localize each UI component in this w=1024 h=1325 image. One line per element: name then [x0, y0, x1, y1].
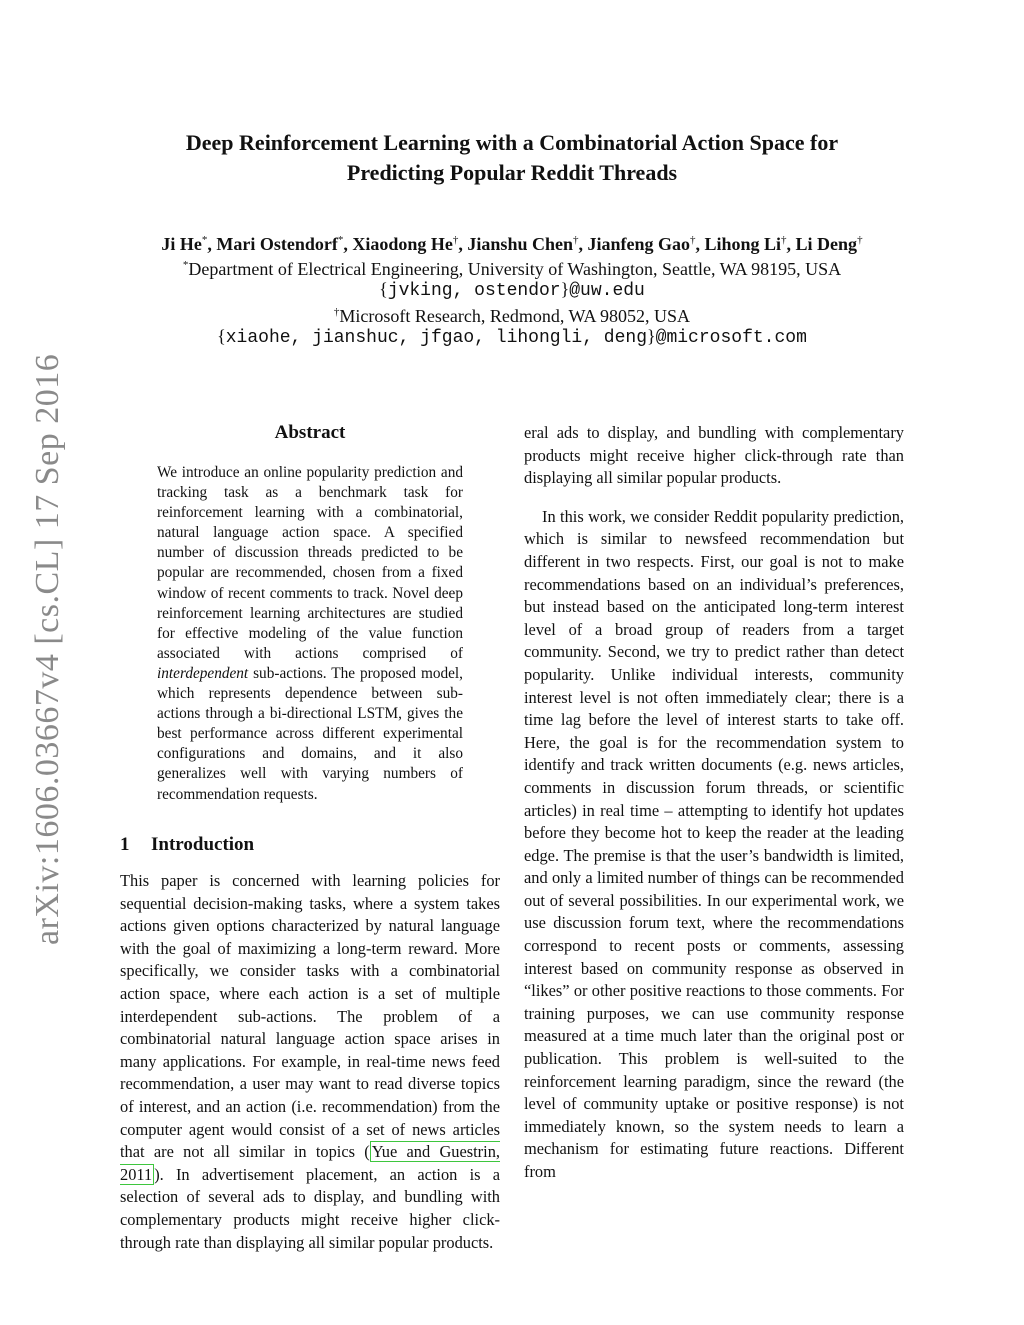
- email-microsoft: {xiaohe, jianshuc, jfgao, lihongli, deng}@microsoft.com: [217, 326, 807, 348]
- abstract-heading: Abstract: [274, 422, 346, 443]
- paper-title: [120, 128, 904, 188]
- affiliation-microsoft: †Microsoft Research, Redmond, WA 98052, USA: [333, 306, 691, 326]
- author: Ji He*,: [161, 234, 217, 254]
- author: Xiaodong He†,: [352, 234, 468, 254]
- section-heading-introduction: 1 Introduction: [120, 834, 255, 855]
- arxiv-stamp: arXiv:1606.03667v4 [cs.CL] 17 Sep 2016: [29, 353, 66, 945]
- right-column: [524, 422, 904, 1184]
- email-uw: {jvking, ostendor}@uw.edu: [379, 279, 645, 301]
- author: Jianfeng Gao†,: [587, 234, 705, 254]
- title-line-1: Deep Reinforcement Learning with a Combinatorial Action Space for: [185, 130, 839, 155]
- intro-paragraph-1-continued: eral ads to display, and bundling with complementary products might receive higher click-through rate than displaying all similar popular products.: [524, 423, 904, 488]
- title-line-2: Predicting Popular Reddit Threads: [346, 160, 678, 185]
- author: Lihong Li†,: [704, 234, 796, 254]
- affiliation-uw: *Department of Electrical Engineering, University of Washington, Seattle, WA 98195, USA: [182, 259, 842, 279]
- author: Mari Ostendorf*,: [216, 234, 353, 254]
- author: Li Deng†: [795, 234, 863, 254]
- author-list: [60, 228, 964, 256]
- abstract-text: We introduce an online popularity prediction and tracking task as a benchmark task for reinforcement learning with a combinatorial, natural language action space. A specified number of discussion threads predicted to be popular are recommended, chosen from a fixed window of recent comments to track. Novel deep reinforcement learning architectures are studied for effective modeling of the value function associated with actions comprised of interdependent sub-actions. The proposed model, which represents dependence between sub-actions through a bi-directional LSTM, gives the best performance across different experimental configurations and domains, and it also generalizes well with varying numbers of recommendation requests.: [157, 464, 463, 803]
- author: Jianshu Chen†,: [467, 234, 588, 254]
- intro-paragraph-2: In this work, we consider Reddit popularity prediction, which is similar to newsfeed recommendation but different in two respects. First, our goal is not to make recommendations based on an individual’s preferences, but instead based on the anticipated long-term interest level of a broad group of readers from a target community. Second, we try to predict rather than detect popularity. Unlike individual interests, community interest level is not often immediately clear; there is a time lag before the level of interest starts to take off. Here, the goal is for the recommendation system to identify and track written documents (e.g. news articles, comments in discussion forum threads, or scientific articles) in real time – attempting to identify hot updates before they become hot to keep the reader at the leading edge. The premise is that the user’s bandwidth is limited, and only a limited number of things can be recommended out of several possibilities. In our experimental work, we use discussion forum text, where the recommendations correspond to recent posts or comments, assessing interest based on community response as observed in “likes” or other positive reactions to those comments. For training purposes, we can use community response measured at a time much later than the original post or publication. This problem is well-suited to the reinforcement learning paradigm, since the reward (the level of community uptake or positive response) is not immediately known, so the system needs to learn a mechanism for estimating future reactions. Different from: [524, 506, 904, 1181]
- citation-link[interactable]: Yue and Guestrin, 2011: [120, 1142, 500, 1184]
- intro-paragraph-1: This paper is concerned with learning policies for sequential decision-making tasks, where a system takes actions given options characterized by natural language with the goal of maximizing a long-term reward. More specifically, we consider tasks with a combinatorial action space, where each action is a set of multiple interdependent sub-actions. The problem of a combinatorial natural language action space arises in many applications. For example, in real-time news feed recommendation, a user may want to read diverse topics of interest, and an action (i.e. recommendation) from the computer agent would consist of a set of news articles that are not all similar in topics ( Yue and Guestrin, 2011 ). In advertisement placement, an action is a selection of several ads to display, and bundling with complementary products might receive higher click-through rate than displaying all similar popular products.: [120, 871, 500, 1252]
